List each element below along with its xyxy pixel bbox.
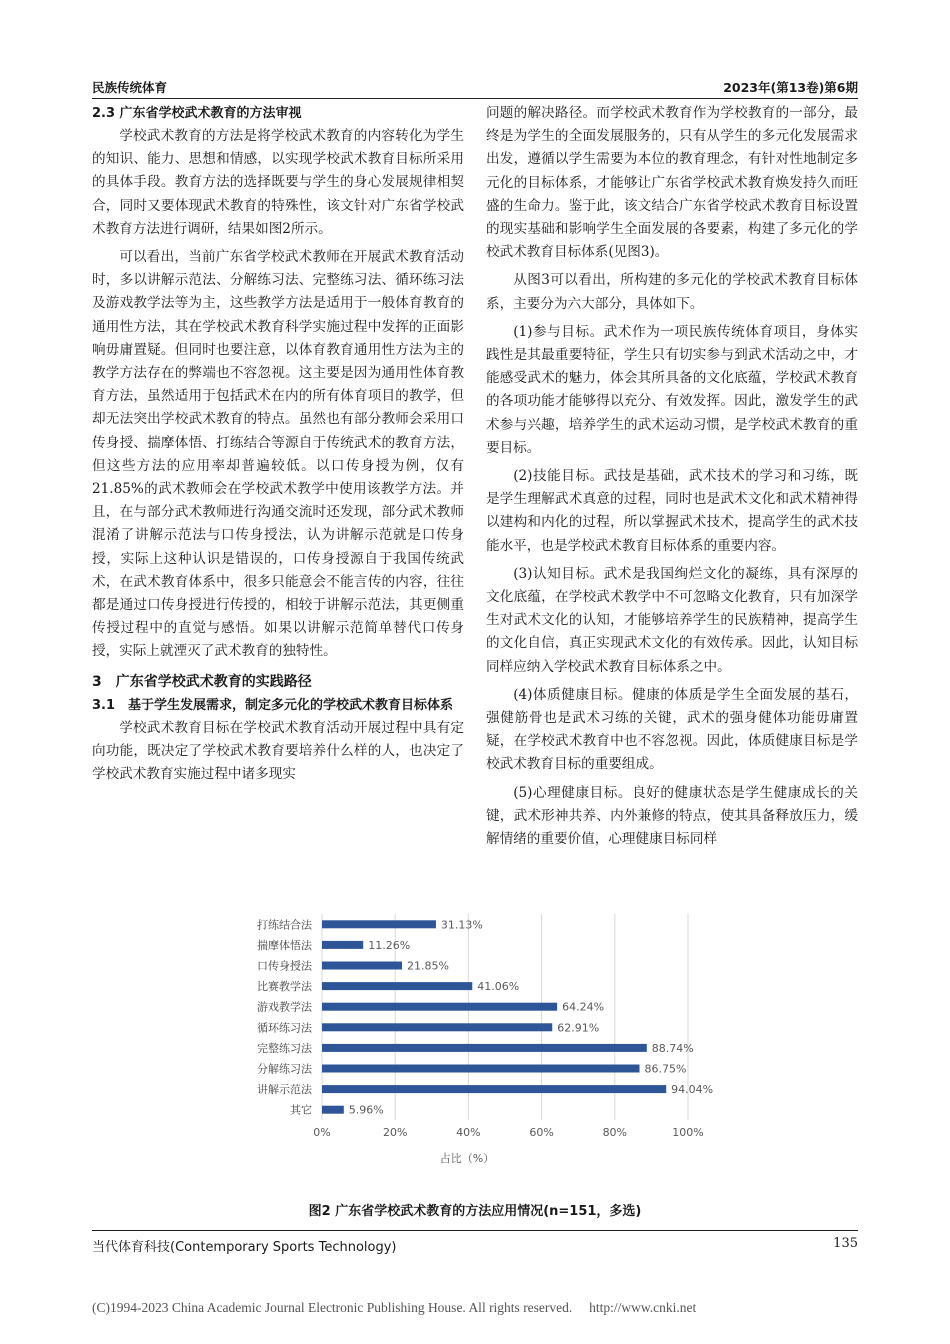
bar xyxy=(322,962,402,970)
bar-value-label: 86.75% xyxy=(644,1062,687,1076)
bar xyxy=(322,1003,557,1011)
paragraph: 学校武术教育目标在学校武术教育活动开展过程中具有定向功能，既决定了学校武术教育要培养什么样的人，也决定了学校武术教育实施过程中诸多现实 xyxy=(92,719,464,783)
paragraph: 学校武术教育的方法是将学校武术教育的内容转化为学生的知识、能力、思想和情感，以实现学校武术教育目标所采用的具体手段。教育方法的选择既要与学生的身心发展规律相契合，同时又要体现武术教育的特殊性，该文针对广东省学校武术教育方法进行调研，结果如图2所示。 xyxy=(92,128,464,237)
x-tick-label: 0% xyxy=(313,1126,331,1139)
section-2-3-heading: 2.3 广东省学校武术教育的方法审视 xyxy=(92,106,302,121)
goal-cognition: (3)认知目标。武术是我国绚烂文化的凝练，具有深厚的文化底蕴，在学校武术教学中不可忽略文化教育，只有加深学生对武术文化的认知，才能够培养学生的民族精神，提高学生的文化自信，真正实现武术文化的有效传承。因此，认知目标同样应纳入学校武术教育目标体系之中。 xyxy=(486,565,858,675)
figure-caption: 图2 广东省学校武术教育的方法应用情况(n=151，多选) xyxy=(308,1204,642,1219)
category-label: 分解练习法 xyxy=(257,1062,312,1076)
category-label: 循环练习法 xyxy=(257,1021,312,1035)
x-tick-label: 40% xyxy=(456,1126,481,1139)
bar-value-label: 41.06% xyxy=(477,980,520,994)
paragraph: 问题的解决路径。而学校武术教育作为学校教育的一部分，最终是为学生的全面发展服务的，只有从学生的多元化发展需求出发，遵循以学生需要为本位的教育理念，有针对性地制定多元化的目标体系，才能够让广东省学校武术教育焕发持久而旺盛的生命力。鉴于此，该文结合广东省学校武术教育目标设置的现实基础和影响学生全面发展的各要素，构建了多元化的学校武术教育目标体系(见图3)。 xyxy=(486,105,858,261)
bar-value-label: 62.91% xyxy=(557,1021,600,1035)
category-label: 比赛教学法 xyxy=(257,980,312,994)
goal-mental-health: (5)心理健康目标。良好的健康状态是学生健康成长的关键，武术形神共养、内外兼修的特点，使其具备释放压力，缓解情绪的重要价值，心理健康目标同样 xyxy=(486,784,858,848)
bar-value-label: 64.24% xyxy=(562,1000,605,1014)
journal-name: 民族传统体育 xyxy=(92,80,168,95)
running-header xyxy=(92,78,858,96)
bar xyxy=(322,941,363,949)
category-label: 完整练习法 xyxy=(257,1041,312,1055)
header-rule xyxy=(92,98,858,99)
method-bar-chart xyxy=(220,908,740,1180)
paragraph: 从图3可以看出，所构建的多元化的学校武术教育目标体系，主要分为六大部分，具体如下。 xyxy=(486,272,858,312)
goal-skill: (2)技能目标。武技是基础，武术技术的学习和习练，既是学生理解武术真意的过程，同时也是武术文化和武术精神得以建构和内化的过程，所以掌握武术技术，提高学生的武术技能水平，也是学校武术教育目标体系的重要内容。 xyxy=(486,468,858,554)
bar-value-label: 5.96% xyxy=(348,1103,384,1117)
x-tick-label: 100% xyxy=(672,1126,704,1139)
paragraph: 可以看出，当前广东省学校武术教师在开展武术教育活动时，多以讲解示范法、分解练习法、完整练习法、循环练习法及游戏教学法等为主，这些教学方法是适用于一般体育教育的通用性方法，其在学校武术教育科学实施过程中发挥的正面影响毋庸置疑。但同时也要注意，以体育教育通用性方法为主的教学方法存在的弊端也不容忽视。这主要是因为通用性体育教育方法，虽然适用于包括武术在内的所有体育项目的教学，但却无法突出学校武术教育的特点。虽然也有部分教师会采用口传身授、揣摩体悟、打练结合等源自于传统武术的教育方法，但这些方法的应用率却普遍较低。以口传身授为例，仅有21.85%的武术教师会在学校武术教学中使用该教学方法。并且，在与部分武术教师进行沟通交流时还发现，部分武术教师混淆了讲解示范法与口传身授法，认为讲解示范就是口传身授，实际上这种认识是错误的，口传身授源自于我国传统武术，在武术教育体系中，很多只能意会不能言传的内容，往往都是通过口传身授进行传授的，相较于讲解示范法，其更侧重传授过程中的直觉与感悟。如果以讲解示范简单替代口传身授，实际上就湮灭了武术教育的独特性。 xyxy=(92,249,464,660)
section-3-heading: 3 广东省学校武术教育的实践路径 xyxy=(92,673,312,690)
section-3-1-heading: 3.1 基于学生发展需求，制定多元化的学校武术教育目标体系 xyxy=(92,697,454,713)
journal-english-name: 当代体育科技(Contemporary Sports Technology) xyxy=(92,1240,397,1255)
x-axis-label: 占比（%） xyxy=(439,1152,495,1165)
category-label: 打练结合法 xyxy=(257,918,312,932)
x-tick-label: 20% xyxy=(382,1126,408,1139)
category-label: 讲解示范法 xyxy=(257,1083,312,1097)
page-number: 135 xyxy=(833,1236,858,1251)
x-tick-label: 60% xyxy=(529,1126,554,1139)
bar-value-label: 21.85% xyxy=(406,959,449,973)
category-label: 揣摩体悟法 xyxy=(257,938,312,952)
x-tick-label: 80% xyxy=(602,1126,628,1139)
goal-physical-health: (4)体质健康目标。健康的体质是学生全面发展的基石，强健筋骨也是武术习练的关键，武术的强身健体功能毋庸置疑，在学校武术教育中也不容忽视。因此，体质健康目标是学校武术教育目标的重要组成。 xyxy=(486,686,858,773)
bar xyxy=(322,1023,552,1031)
left-column xyxy=(92,102,464,791)
issue-info: 2023年(第13卷)第6期 xyxy=(723,80,858,95)
copyright-notice: (C)1994-2023 China Academic Journal Electronic Publishing House. All rights reserved. http://www.cnki.net xyxy=(92,1300,697,1315)
bar-value-label: 31.13% xyxy=(440,918,483,932)
bar xyxy=(322,1065,640,1073)
right-column xyxy=(486,102,858,856)
bar-value-label: 11.26% xyxy=(368,938,411,952)
bar xyxy=(322,1085,666,1093)
category-label: 口传身授法 xyxy=(257,959,312,973)
page-footer xyxy=(92,1236,858,1255)
category-label: 其它 xyxy=(290,1103,312,1117)
bar xyxy=(322,1044,647,1052)
bar-value-label: 88.74% xyxy=(651,1041,694,1055)
footer-rule xyxy=(92,1230,858,1231)
bar-value-label: 94.04% xyxy=(671,1083,714,1097)
category-label: 游戏教学法 xyxy=(257,1000,312,1014)
goal-participation: (1)参与目标。武术作为一项民族传统体育项目，身体实践性是其最重要特征，学生只有切实参与到武术活动之中，才能感受武术的魅力，体会其所具备的文化底蕴，学校武术教育的各项功能才能够得以充分、有效发挥。因此，激发学生的武术参与兴趣，培养学生的武术运动习惯，是学校武术教育的重要目标。 xyxy=(486,323,858,456)
bar xyxy=(322,982,472,990)
bar xyxy=(322,920,436,928)
bar xyxy=(322,1106,344,1114)
